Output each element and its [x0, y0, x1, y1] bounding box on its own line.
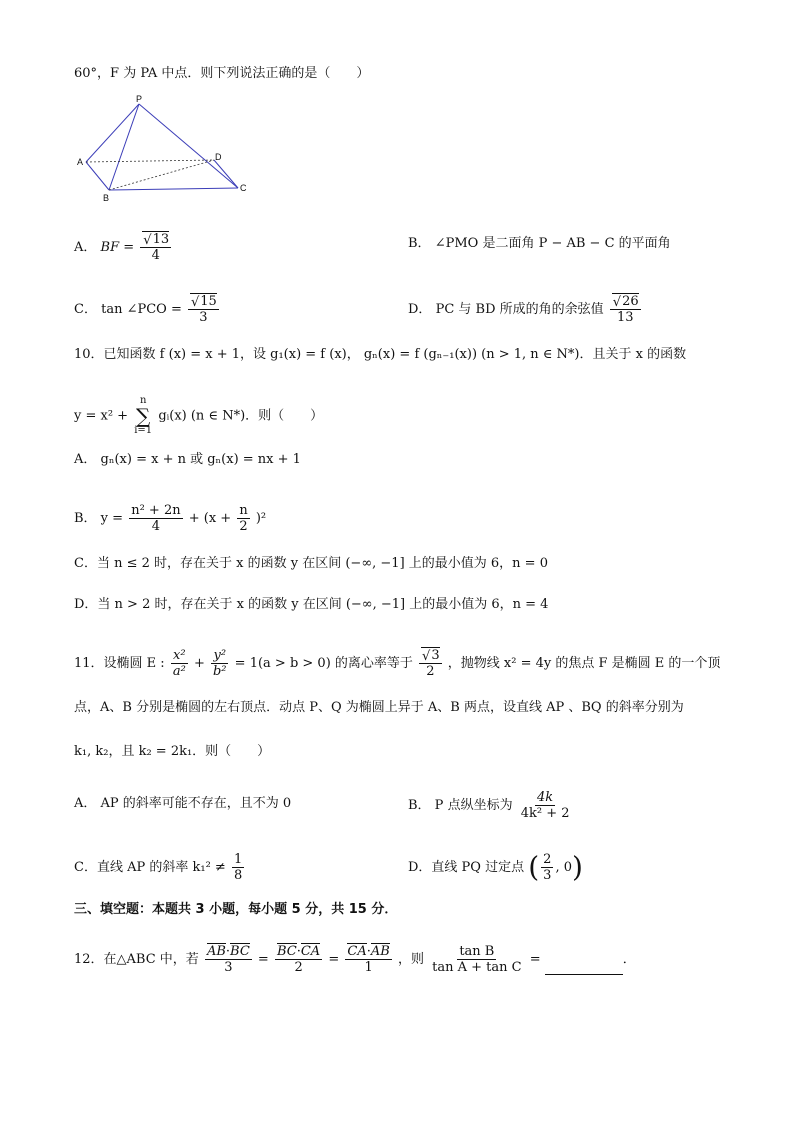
q10-option-d: D．当 n > 2 时，存在关于 x 的函数 y 在区间 (−∞, −1] 上的最小值为 6，n = 4 [74, 597, 549, 612]
label-c: C [240, 183, 247, 193]
q9-option-d: D． PC 与 BD 所成的角的余弦值 √ $\frac{26}{13}$ [408, 294, 643, 325]
q10-option-c: C．当 n ≤ 2 时，存在关于 x 的函数 y 在区间 (−∞, −1] 上的最小值为 6，n = 0 [74, 556, 548, 571]
section-3-heading: 三、填空题：本题共 3 小题，每小题 5 分，共 15 分． [74, 902, 398, 917]
q11-option-d: D．直线 PQ 过定点 ( $\frac{2}{3}$ , 0) [408, 850, 583, 884]
label-p: P [136, 94, 143, 104]
q12-stem: 12．在△ABC 中，若 $\frac{AB\cdot BC}{3}$ = $\frac{BC\cdot CA}{2}$ = $\frac{CA\cdot AB}{1}$ ，则 $\frac{\text{tan B}}{\text{tan A + tan C}}$ = ． [74, 944, 636, 975]
q11-option-c: C．直线 AP 的斜率 k₁² ≠ $\frac{1}{8}$ [74, 852, 243, 883]
answer-blank[interactable] [545, 960, 623, 975]
q10-option-b: B． y = $\frac{\text{n² + 2n}}{4}$ + (x + $\frac{n}{2}$ )² [74, 503, 267, 534]
q10-stem-line2: y = x² + n ∑ i=1 gᵢ(x) (n ∈ N*)．则（ ） [74, 395, 324, 436]
label-d: D [215, 152, 222, 162]
pyramid-figure [74, 94, 254, 206]
q10-option-a: A． gₙ(x) = x + n 或 gₙ(x) = nx + 1 [74, 452, 301, 467]
q9-intro: 60°，F 为 PA 中点．则下列说法正确的是（ ） [74, 66, 370, 81]
label-a: A [77, 157, 84, 167]
q10-stem-line1: 10．已知函数 f (x) = x + 1，设 g₁(x) = f (x)， gₙ(x) = f (gₙ₋₁(x)) (n > 1, n ∈ N*)．且关于 x 的函数 [74, 347, 687, 362]
q11-stem-line2: 点，A、B 分别是椭圆的左右顶点．动点 P、Q 为椭圆上异于 A、B 两点，设直线 AP 、BQ 的斜率分别为 [74, 700, 684, 715]
q9-option-a: A． BF = √ $\frac{13}{4}$ [74, 232, 173, 263]
q11-option-a: A． AP 的斜率可能不存在，且不为 0 [74, 796, 292, 811]
q11-option-b: B． P 点纵坐标为 $\frac{4k}{\text{4k² + 2}}$ [408, 790, 570, 821]
q11-stem-line1: 11．设椭圆 E : $\frac{\text{x²}}{\text{a²}}$ + $\frac{\text{y²}}{\text{b²}}$ = 1(a > b > 0) 的离心率等于 √ $\frac{3}{2}$ ，抛物线 x² = 4y 的焦点 F 是椭圆 E 的一个顶 [74, 648, 720, 679]
q9-option-b: B． ∠PMO 是二面角 P − AB − C 的平面角 [408, 236, 671, 251]
q11-stem-line3: k₁, k₂，且 k₂ = 2k₁．则（ ） [74, 744, 271, 759]
label-b: B [103, 193, 110, 203]
q9-option-c: C． tan ∠PCO = √ $\frac{15}{3}$ [74, 294, 221, 325]
